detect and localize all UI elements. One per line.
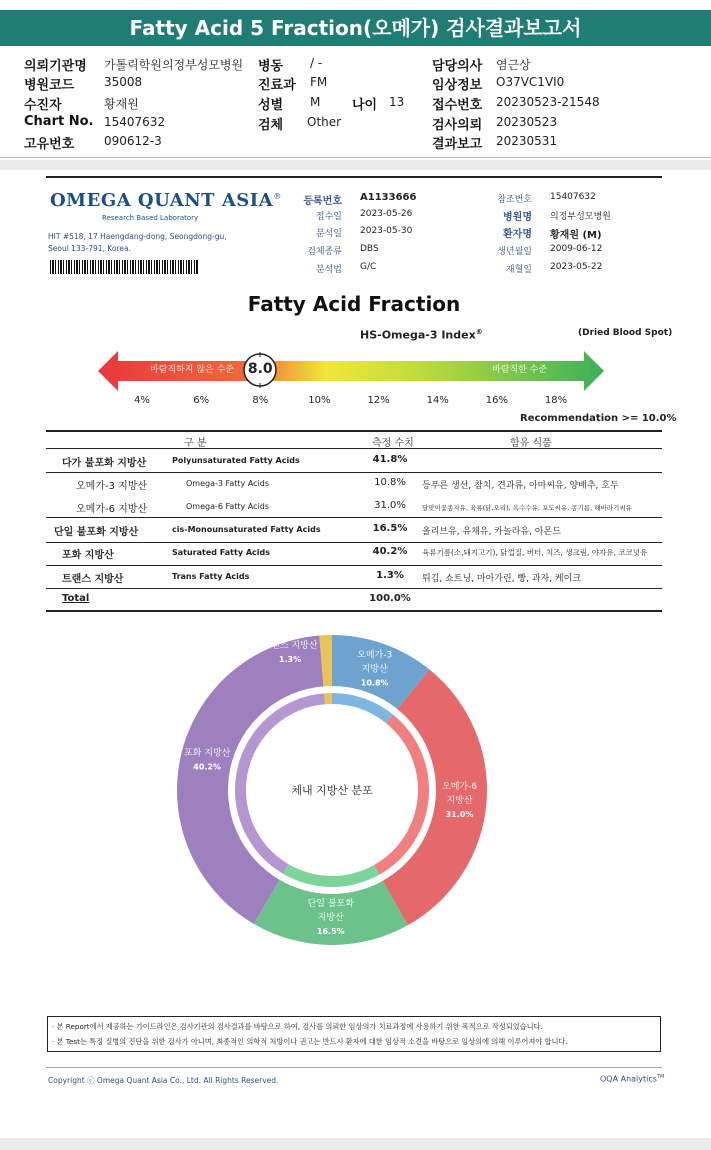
gauge-tick-label: 8% [252, 395, 269, 406]
table-row-foods: 올리브유, 유채유, 카놀라유, 아몬드 [422, 527, 561, 537]
donut-label-omega3 [357, 648, 392, 687]
request-value: 20230523 [496, 115, 558, 129]
donut-label-text: 오메가-6 [442, 781, 478, 792]
table-row-english: Saturated Fatty Acids [172, 548, 270, 557]
section-gap [0, 160, 711, 170]
donut-value-label: 16.5% [316, 926, 345, 936]
method-label: 분석법 [315, 265, 342, 275]
birth-value: 2009-06-12 [550, 244, 603, 254]
table-row-value: 10.8% [374, 477, 406, 488]
address-line-1: HIT #518, 17 Haengdang-dong, Seongdong-gu, [48, 232, 227, 241]
hospital-value: 의정부성모병원 [550, 212, 611, 222]
table-header-rule [46, 448, 662, 449]
method-value: G/C [360, 262, 377, 272]
examinee-value: 황재원 [104, 97, 139, 111]
donut-label-text: 트랜스 지방산 [262, 641, 318, 651]
table-row-category: 단일 불포화 지방산 [54, 527, 139, 538]
table-total-value: 100.0% [369, 593, 411, 604]
ward-value: / - [310, 56, 323, 70]
sex-label: 성별 [258, 98, 284, 113]
hospital-code-value: 35008 [104, 75, 143, 89]
col-foods: 함유 식품 [510, 438, 552, 449]
donut-center-title: 체내 지방산 분포 [291, 784, 373, 797]
table-row-english: Omega-3 Fatty Acids [186, 479, 270, 488]
table-row-category: 오메가-3 지방산 [76, 481, 148, 492]
request-label: 검사의뢰 [432, 118, 483, 133]
received-label: 접수일 [315, 212, 342, 222]
disclaimer-box [47, 1016, 661, 1052]
address-line-2: Seoul 133-791, Korea. [48, 244, 131, 253]
barcode [50, 260, 198, 274]
specimen-type-value: DBS [360, 244, 379, 254]
oqa-analytics: OQA Analytics™ [600, 1074, 665, 1084]
doctor-label: 담당의사 [432, 59, 483, 74]
table-row-value: 16.5% [372, 523, 408, 534]
index-value: 8.0 [247, 361, 273, 377]
copyright: Copyright ⓒ Omega Quant Asia Co., Ltd. All Rights Reserved. [48, 1076, 279, 1085]
inner-ring-slice-mono [283, 864, 379, 887]
row-rule [46, 565, 662, 566]
received-value: 2023-05-26 [360, 209, 413, 219]
donut-value-label: 10.8% [360, 678, 389, 688]
report-date-label: 결과보고 [432, 137, 483, 152]
table-row-english: Omega-6 Fatty Acids [186, 502, 270, 511]
gauge-tick-label: 12% [367, 395, 390, 406]
donut-value-label: 1.3% [278, 655, 302, 664]
table-total-label: Total [62, 593, 90, 604]
page-bottom-bar [0, 1138, 711, 1150]
row-rule [46, 542, 662, 543]
institution-value: 가톨릭학원의정부성모병원 [104, 58, 244, 72]
col-category: 구 분 [184, 438, 207, 449]
ref-no-label: 참조번호 [497, 195, 532, 205]
donut-label-omega6 [442, 780, 477, 819]
ward-label: 병동 [258, 59, 284, 74]
gauge-tick-label: 18% [544, 395, 568, 406]
row-rule [46, 588, 662, 589]
retest-value: 2023-05-22 [550, 262, 603, 272]
donut-label-text: 오메가-3 [357, 650, 393, 661]
recommendation: Recommendation >= 10.0% [520, 413, 677, 424]
table-row-foods: 육류기름(소,돼지고기), 닭껍질, 버터, 치즈, 생크림, 야자유, 코코넛유 [422, 548, 648, 557]
table-row-category: 포화 지방산 [62, 550, 114, 561]
table-row-foods: 달맞이꽃종자유, 육류(닭,오리), 옥수수유, 포도씨유, 콩기름, 해바라기씨유 [422, 504, 632, 512]
department-value: FM [310, 75, 328, 89]
birth-label: 생년월일 [497, 247, 532, 257]
specimen-value: Other [307, 115, 342, 129]
reg-no-value: A1133666 [360, 192, 417, 203]
retest-label: 재혈일 [505, 265, 532, 275]
patient-name-label: 환자명 [503, 229, 532, 240]
report-title: Fatty Acid 5 Fraction(오메가) 검사결과보고서 [0, 10, 711, 46]
logo-subtitle: Research Based Laboratory [102, 214, 199, 222]
table-row-foods: 튀김, 쇼트닝, 마아가린, 빵, 과자, 케이크 [422, 574, 582, 584]
unique-no-value: 090612-3 [104, 134, 162, 148]
chart-no-label: Chart No. [24, 114, 94, 129]
clinical-info-label: 임상정보 [432, 78, 483, 93]
lab-address [48, 231, 248, 255]
table-row-value: 40.2% [372, 546, 408, 557]
gauge-tick-label: 6% [193, 395, 210, 406]
ref-no-value: 15407632 [550, 192, 596, 202]
age-label: 나이 [352, 98, 378, 113]
omega-quant-logo: OMEGA QUANT ASIA® [50, 190, 282, 211]
row-rule [46, 517, 662, 518]
table-row-english: cis-Monounsaturated Fatty Acids [172, 525, 321, 534]
info-divider [0, 157, 711, 158]
receipt-no-label: 접수번호 [432, 98, 483, 113]
receipt-no-value: 20230523-21548 [496, 95, 600, 109]
table-row-english: Trans Fatty Acids [172, 572, 250, 581]
table-top-rule [46, 430, 662, 432]
patient-info [0, 0, 711, 160]
donut-value-label: 31.0% [445, 809, 474, 819]
table-row-value: 31.0% [374, 500, 406, 511]
row-rule [46, 472, 662, 473]
table-row-category: 오메가-6 지방산 [76, 504, 148, 515]
donut-label-text: 지방산 [446, 795, 473, 806]
analysis-label: 분석일 [315, 229, 342, 239]
disclaimer-line-2: · 본 Test는 특정 질병의 진단을 위한 검사가 아니며, 최종적인 의학적 처방이나 권고는 반드시 환자에 대한 임상적 소견을 바탕으로 임상의에 의해 이루어져야 합니다. [52, 1037, 568, 1046]
col-value: 측정 수치 [372, 438, 414, 449]
inner-ring-slice-trans [324, 693, 332, 704]
analysis-value: 2023-05-30 [360, 226, 413, 236]
specimen-type-label: 검체종류 [307, 247, 342, 257]
index-title: HS-Omega-3 Index® [360, 328, 483, 342]
examinee-label: 수진자 [24, 98, 62, 113]
dried-blood-spot: (Dried Blood Spot) [578, 328, 673, 338]
table-bottom-rule [46, 610, 662, 612]
institution-label: 의뢰기관명 [24, 59, 87, 74]
donut-label-text: 포화 지방산 [184, 748, 231, 759]
table-row-english: Polyunsaturated Fatty Acids [172, 456, 300, 465]
department-label: 진료과 [258, 78, 296, 93]
bad-zone-label: 바람직하지 않은 수준 [150, 365, 234, 375]
table-row-value: 41.8% [372, 454, 408, 465]
gauge-tick-label: 10% [308, 395, 331, 406]
donut-label-text: 지방산 [317, 912, 344, 923]
specimen-label: 검체 [258, 118, 284, 133]
gauge-tick-label: 14% [426, 395, 449, 406]
hospital-label: 병원명 [503, 212, 532, 223]
unique-no-label: 고유번호 [24, 137, 75, 152]
gauge-tick-label: 4% [134, 395, 150, 406]
donut-label-text: 단일 불포화 [307, 898, 354, 909]
index-marker [242, 352, 278, 388]
donut-label-text: 지방산 [361, 664, 388, 675]
hospital-code-label: 병원코드 [24, 78, 75, 93]
sex-value: M [310, 95, 321, 109]
footer-rule [46, 1067, 662, 1068]
report-top-rule [46, 176, 662, 178]
reg-no-label: 등록번호 [303, 196, 342, 207]
fatty-acid-donut-chart [176, 634, 488, 946]
chart-no-value: 15407632 [104, 115, 166, 129]
patient-name-value: 황재원 (M) [550, 230, 602, 241]
doctor-value: 염근상 [496, 58, 531, 72]
table-row-value: 1.3% [376, 570, 404, 581]
disclaimer-line-1: · 본 Report에서 제공하는 가이드라인은 검사기관의 검사결과를 바탕으로 하여, 검사를 의뢰한 임상의가 치료과정에 사용하기 위한 목적으로 작성되었습니다. [52, 1022, 543, 1031]
table-row-category: 다가 불포화 지방산 [62, 458, 147, 469]
fraction-title: Fatty Acid Fraction [247, 292, 461, 316]
fatty-acid-report [46, 176, 677, 1096]
age-value: 13 [389, 95, 405, 109]
donut-value-label: 40.2% [193, 762, 222, 772]
clinical-info-value: O37VC1VI0 [496, 75, 565, 89]
good-zone-label: 바람직한 수준 [492, 365, 548, 375]
table-row-foods: 등푸른 생선, 참치, 견과류, 아마씨유, 양배추, 호두 [422, 481, 619, 491]
report-date-value: 20230531 [496, 134, 558, 148]
table-row-category: 트랜스 지방산 [62, 574, 124, 585]
gauge-tick-label: 16% [485, 395, 508, 406]
